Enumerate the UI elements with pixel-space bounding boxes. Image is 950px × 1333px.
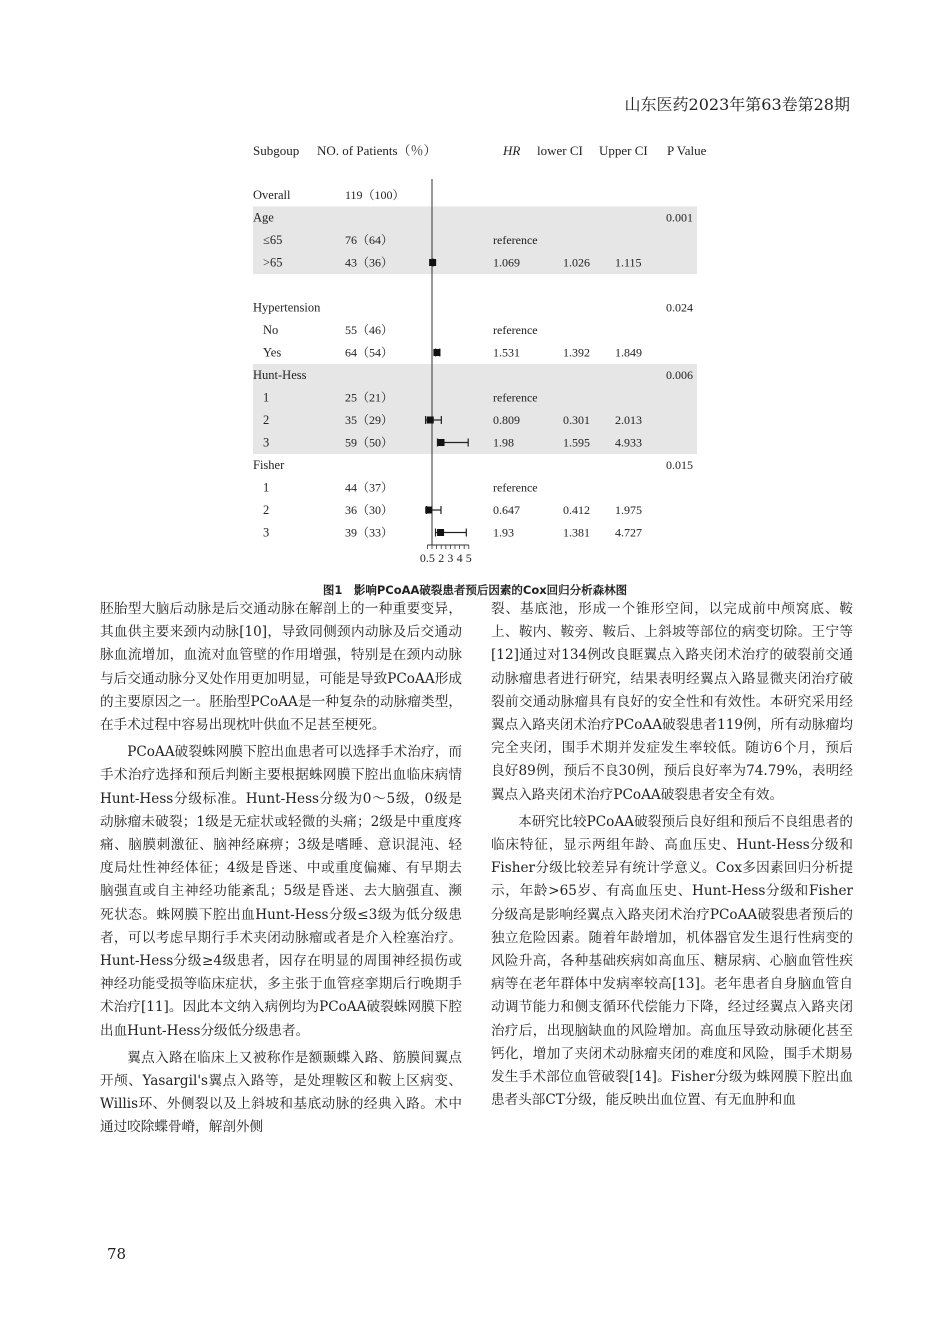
row-label: Fisher <box>253 458 285 472</box>
row-upper-ci: 4.727 <box>615 525 642 540</box>
hr-point <box>437 529 444 536</box>
row-lower-ci: 0.301 <box>563 413 590 427</box>
row-lower-ci: 0.412 <box>563 503 590 517</box>
paragraph: 裂、基底池，形成一个锥形空间，以完成前中颅窝底、鞍上、鞍内、鞍旁、鞍后、上斜坡等部位的病变切除。王宁等[12]通过对134例改良眶翼点入路夹闭术治疗的破裂前交通动脉瘤患者进行研究，结果表明经翼点入路显微夹闭治疗破裂前交通动脉瘤具有良好的安全性和有效性。本研究采用经翼点入路夹闭术治疗PCoAA破裂患者119例，所有动脉瘤均完全夹闭，围手术期并发症发生率较低。随访6个月，预后良好89例，预后不良30例，预后良好率为74.79%，表明经翼点入路夹闭术治疗PCoAA破裂患者安全有效。 <box>491 601 853 803</box>
row-patients: 43（36） <box>345 255 394 270</box>
paragraph: 本研究比较PCoAA破裂预后良好组和预后不良组患者的临床特征，显示两组年龄、高血压史、Hunt-Hess分级和Fisher分级比较差异有统计学意义。Cox多因素回归分析提示，年龄>65岁、有高血压史、Hunt-Hess分级和Fisher分级高是影响经翼点入路夹闭术治疗PCoAA破裂患者预后的独立危险因素。随着年龄增加，机体器官发生退行性病变的风险升高，各种基础疾病如高血压、糖尿病、心脑血管性疾病等在老年群体中发病率较高[13]。老年患者自身脑血管自动调节能力和侧支循环代偿能力下降，经过经翼点入路夹闭治疗后，出现脑缺血的风险增加。高血压导致动脉硬化甚至钙化，增加了夹闭术动脉瘤夹闭的难度和风险，围手术期易发生手术部位血管破裂[14]。Fisher分级为蛛网膜下腔出血患者头部CT分级，能反映出血位置、有无血肿和血 <box>491 813 853 1109</box>
row-patients: 55（46） <box>345 323 394 337</box>
x-tick-label: 5 <box>465 551 472 565</box>
header-subgroup: Subgoup <box>253 143 300 158</box>
row-lower-ci: 1.392 <box>563 345 590 360</box>
body-column-left <box>100 598 462 1144</box>
hr-point <box>433 349 440 356</box>
row-patients: 25（21） <box>345 390 394 405</box>
row-patients: 44（37） <box>345 480 394 495</box>
row-hr: 0.647 <box>493 503 520 517</box>
row-lower-ci: 1.595 <box>563 435 590 450</box>
x-tick-label: 2 <box>438 551 445 565</box>
paragraph: 胚胎型大脑后动脉是后交通动脉在解剖上的一种重要变异，其血供主要来颈内动脉[10]，导致同侧颈内动脉及后交通动脉血流增加，血流对血管壁的作用增强，特别是在颈内动脉与后交通动脉分叉处作用更加明显，可能是导致PCoAA形成的主要原因之一。胚胎型PCoAA是一种复杂的动脉瘤类型，在手术过程中容易出现枕叶供血不足甚至梗死。 <box>100 601 462 734</box>
header-patients: NO. of Patients（％） <box>317 143 437 158</box>
row-upper-ci: 1.975 <box>615 503 642 517</box>
row-label: Hunt-Hess <box>253 368 307 382</box>
row-label: 2 <box>263 503 270 517</box>
hr-point <box>425 507 432 514</box>
header-p-value: P Value <box>667 143 707 158</box>
hr-point <box>427 417 434 424</box>
body-column-right <box>491 598 853 1116</box>
row-hr: reference <box>493 390 538 405</box>
row-patients: 36（30） <box>345 503 394 517</box>
paragraph: PCoAA破裂蛛网膜下腔出血患者可以选择手术治疗，而手术治疗选择和预后判断主要根据蛛网膜下腔出血临床病情Hunt-Hess分级标准。Hunt-Hess分级为0～5级，0级是动脉瘤未破裂；1级是无症状或轻微的头痛；2级是中重度疼痛、脑膜刺激征、脑神经麻痹；3级是嗜睡、意识混沌、轻度局灶性神经体征；4级是昏迷、中或重度偏瘫、有早期去脑强直或自主神经功能紊乱；5级是昏迷、去大脑强直、濒死状态。蛛网膜下腔出血Hunt-Hess分级≤3级为低分级患者，可以考虑早期行手术夹闭动脉瘤或者是介入栓塞治疗。Hunt-Hess分级≥4级患者，因存在明显的周围神经损伤或神经功能受损等临床症状，多主张于血管痉挛期后行晚期手术治疗[11]。因此本文纳入病例均为PCoAA破裂蛛网膜下腔出血Hunt-Hess分级低分级患者。 <box>100 744 462 1039</box>
row-upper-ci: 1.115 <box>615 255 642 270</box>
journal-header: 山东医药2023年第63卷第28期 <box>624 95 850 114</box>
row-label: No <box>263 323 279 337</box>
row-label: >65 <box>263 255 283 270</box>
forest-plot <box>245 135 715 575</box>
row-label: Age <box>253 210 274 225</box>
row-p-value: 0.006 <box>666 368 693 382</box>
row-hr: reference <box>493 233 538 247</box>
row-label: 3 <box>263 435 270 450</box>
row-hr: 1.069 <box>493 255 520 270</box>
row-hr: reference <box>493 480 538 495</box>
row-p-value: 0.015 <box>666 458 693 472</box>
row-hr: 0.809 <box>493 413 520 427</box>
row-hr: reference <box>493 323 538 337</box>
page-number: 78 <box>107 1245 127 1263</box>
paragraph: 翼点入路在临床上又被称作是额颞蝶入路、筋膜间翼点开颅、Yasargil's翼点入路等，是处理鞍区和鞍上区病变、Willis环、外侧裂以及上斜坡和基底动脉的经典入路。术中通过咬除蝶骨嵴，解剖外侧 <box>100 1049 462 1136</box>
row-hr: 1.531 <box>493 345 520 360</box>
row-upper-ci: 4.933 <box>615 435 642 450</box>
row-label: 1 <box>263 480 270 495</box>
x-tick-label: 0.5 <box>419 551 435 565</box>
row-patients: 35（29） <box>345 413 394 427</box>
hr-point <box>438 439 445 446</box>
header-hr: HR <box>503 143 521 158</box>
row-label: Overall <box>253 188 291 202</box>
header-lower-ci: lower CI <box>537 143 583 158</box>
row-label: ≤65 <box>263 233 283 247</box>
row-hr: 1.98 <box>493 435 514 450</box>
row-patients: 119（100） <box>345 188 405 202</box>
row-patients: 39（33） <box>345 525 394 540</box>
row-label: Yes <box>263 345 282 360</box>
x-tick-label: 3 <box>447 551 454 565</box>
row-patients: 59（50） <box>345 435 394 450</box>
x-tick-label: 4 <box>456 551 463 565</box>
row-label: 3 <box>263 525 270 540</box>
row-label: 1 <box>263 390 270 405</box>
figure-caption: 图1 影响PCoAA破裂患者预后因素的Cox回归分析森林图 <box>322 583 628 597</box>
row-hr: 1.93 <box>493 525 514 540</box>
row-p-value: 0.024 <box>666 300 693 315</box>
row-upper-ci: 1.849 <box>615 345 642 360</box>
header-upper-ci: Upper CI <box>599 143 648 158</box>
row-lower-ci: 1.026 <box>563 255 590 270</box>
row-lower-ci: 1.381 <box>563 525 590 540</box>
forest-plot-figure <box>245 135 715 575</box>
hr-point <box>429 259 436 266</box>
row-label: 2 <box>263 413 270 427</box>
row-upper-ci: 2.013 <box>615 413 642 427</box>
row-patients: 76（64） <box>345 233 394 247</box>
row-label: Hypertension <box>253 300 321 315</box>
row-patients: 64（54） <box>345 345 394 360</box>
row-p-value: 0.001 <box>666 210 693 225</box>
